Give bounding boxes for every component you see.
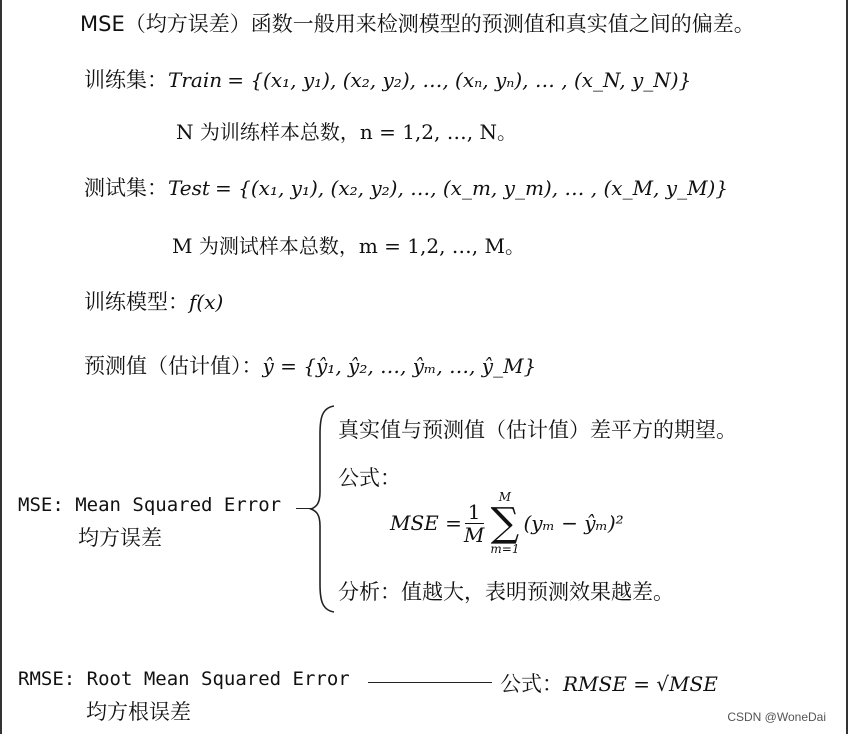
rmse-name-cn: 均方根误差 — [86, 700, 191, 724]
mse-frac-num: 1 — [465, 501, 484, 524]
rmse-connector — [368, 682, 492, 683]
mse-name-en: MSE: Mean Squared Error — [18, 494, 282, 516]
intro-text: MSE（均方误差）函数一般用来检测模型的预测值和真实值之间的偏差。 — [80, 12, 755, 36]
rmse-formula-line — [500, 668, 718, 698]
model-line — [84, 286, 223, 316]
prediction-label: 预测值（估计值）： — [84, 354, 263, 378]
model-expr: f(x) — [189, 290, 224, 314]
test-label: 测试集： — [84, 176, 168, 200]
rmse-name-en: RMSE: Root Mean Squared Error — [18, 668, 350, 690]
mse-formula-body: (yₘ − ŷₘ)² — [523, 511, 624, 535]
mse-fraction — [464, 501, 484, 546]
mse-name-cn: 均方误差 — [78, 526, 162, 550]
sigma-icon: ∑ — [490, 500, 520, 546]
test-name: Test — [168, 176, 210, 200]
train-label: 训练集： — [84, 68, 168, 92]
rmse-formula: RMSE = √MSE — [563, 672, 718, 696]
mse-formula-label: 公式： — [338, 466, 401, 490]
mse-formula-lhs: MSE = — [390, 511, 462, 535]
mse-brace — [308, 404, 338, 614]
train-note: N 为训练样本总数，n = 1,2, …, N。 — [176, 120, 517, 144]
sum-upper: M — [498, 490, 512, 504]
model-label: 训练模型： — [84, 290, 189, 314]
prediction-expr: ŷ = {ŷ₁, ŷ₂, …, ŷₘ, …, ŷ_M} — [262, 354, 537, 378]
train-name: Train — [168, 68, 223, 92]
sum-symbol — [490, 490, 519, 556]
rmse-formula-label: 公式： — [500, 672, 563, 696]
train-set-expr: = {(x₁, y₁), (x₂, y₂), …, (xₙ, yₙ), … , (x_N, y_N)} — [227, 68, 692, 92]
test-set-line — [84, 172, 728, 202]
mse-analysis: 分析：值越大，表明预测效果越差。 — [338, 580, 674, 604]
train-set-line — [84, 64, 691, 94]
prediction-line — [84, 350, 536, 380]
test-set-expr: = {(x₁, y₁), (x₂, y₂), …, (x_m, y_m), … , (x_M, y_M)} — [215, 176, 729, 200]
mse-formula — [390, 490, 624, 556]
test-note: M 为测试样本总数，m = 1,2, …, M。 — [172, 234, 525, 258]
sum-lower: m=1 — [490, 542, 520, 556]
mse-frac-den: M — [463, 522, 485, 547]
mse-desc: 真实值与预测值（估计值）差平方的期望。 — [338, 418, 737, 442]
watermark: CSDN @WoneDai — [727, 710, 826, 724]
